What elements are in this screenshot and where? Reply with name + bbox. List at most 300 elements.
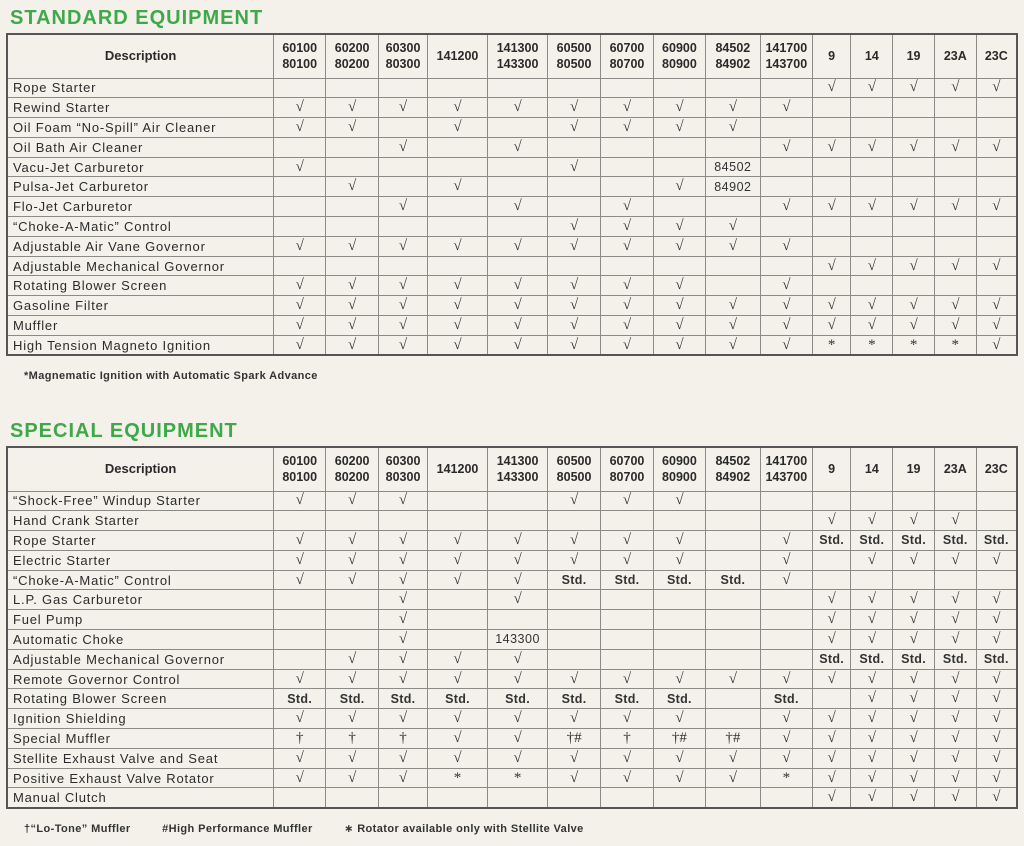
table-cell: √ xyxy=(274,669,326,689)
table-cell: √ xyxy=(653,491,705,511)
table-cell xyxy=(705,78,760,98)
model-number: 80300 xyxy=(385,57,421,72)
table-cell: √ xyxy=(488,570,548,590)
model-number: 141700 xyxy=(765,41,808,56)
table-cell: √ xyxy=(812,511,851,531)
table-cell xyxy=(812,570,851,590)
table-cell xyxy=(548,78,601,98)
model-number: 143700 xyxy=(765,57,808,72)
table-cell: Std. xyxy=(601,689,654,709)
table-row xyxy=(7,98,1017,118)
table-cell: * xyxy=(488,768,548,788)
table-cell xyxy=(705,709,760,729)
table-cell xyxy=(760,649,812,669)
table-cell: √ xyxy=(548,550,601,570)
model-column-header xyxy=(893,447,935,491)
table-cell: √ xyxy=(548,236,601,256)
table-cell: √ xyxy=(326,649,379,669)
row-label: Fuel Pump xyxy=(7,610,274,630)
model-number: 23A xyxy=(943,49,967,64)
model-column-header xyxy=(427,447,487,491)
table-cell: √ xyxy=(274,335,326,355)
table-cell: √ xyxy=(488,316,548,336)
table-cell xyxy=(976,491,1017,511)
table-cell: √ xyxy=(760,197,812,217)
table-cell: √ xyxy=(705,335,760,355)
row-label: Ignition Shielding xyxy=(7,709,274,729)
model-column-header xyxy=(760,34,812,78)
table-cell: Std. xyxy=(705,570,760,590)
table-cell: √ xyxy=(893,788,935,808)
table-cell xyxy=(548,590,601,610)
table-cell: √ xyxy=(488,748,548,768)
table-cell: √ xyxy=(812,296,851,316)
table-cell xyxy=(274,177,326,197)
table-cell: √ xyxy=(601,709,654,729)
table-cell xyxy=(274,649,326,669)
table-cell: √ xyxy=(548,157,601,177)
table-cell xyxy=(893,118,935,138)
table-cell: √ xyxy=(326,316,379,336)
table-cell: 143300 xyxy=(488,630,548,650)
table-cell: √ xyxy=(326,491,379,511)
row-label: Adjustable Air Vane Governor xyxy=(7,236,274,256)
table-cell: √ xyxy=(976,78,1017,98)
standard-footnote: *Magnematic Ignition with Automatic Spark Advance xyxy=(24,370,318,382)
table-cell: √ xyxy=(705,217,760,237)
table-cell: √ xyxy=(705,748,760,768)
table-cell: √ xyxy=(760,236,812,256)
table-cell xyxy=(653,157,705,177)
model-column-header xyxy=(760,447,812,491)
table-cell: * xyxy=(893,335,935,355)
table-cell xyxy=(812,217,851,237)
table-cell xyxy=(705,256,760,276)
table-cell xyxy=(488,788,548,808)
description-header: Description xyxy=(7,34,274,78)
model-number: 60100 xyxy=(282,454,318,469)
table-cell: √ xyxy=(601,768,654,788)
table-cell: Std. xyxy=(760,689,812,709)
table-cell: √ xyxy=(548,669,601,689)
table-row xyxy=(7,570,1017,590)
model-number: 23C xyxy=(984,49,1008,64)
table-cell xyxy=(601,649,654,669)
table-cell: √ xyxy=(812,748,851,768)
table-cell xyxy=(488,177,548,197)
table-cell: √ xyxy=(760,98,812,118)
model-number: 60700 xyxy=(609,454,645,469)
table-cell: √ xyxy=(851,768,893,788)
model-number: 143300 xyxy=(496,470,539,485)
table-cell xyxy=(379,157,428,177)
table-cell xyxy=(760,78,812,98)
table-cell xyxy=(274,590,326,610)
table-cell: √ xyxy=(934,590,976,610)
table-cell: √ xyxy=(851,788,893,808)
table-cell: √ xyxy=(893,709,935,729)
table-cell xyxy=(326,157,379,177)
table-cell: √ xyxy=(274,98,326,118)
table-cell: √ xyxy=(976,590,1017,610)
table-cell: √ xyxy=(326,570,379,590)
table-cell: Std. xyxy=(427,689,487,709)
table-row xyxy=(7,236,1017,256)
table-cell xyxy=(705,788,760,808)
table-cell xyxy=(601,788,654,808)
table-cell: √ xyxy=(601,531,654,551)
table-cell xyxy=(427,788,487,808)
table-cell: √ xyxy=(548,748,601,768)
table-cell: √ xyxy=(379,276,428,296)
model-column-header xyxy=(488,34,548,78)
table-cell: √ xyxy=(379,748,428,768)
table-cell: √ xyxy=(893,669,935,689)
table-cell: √ xyxy=(274,531,326,551)
table-cell: √ xyxy=(488,236,548,256)
table-cell: Std. xyxy=(812,649,851,669)
table-cell xyxy=(274,256,326,276)
table-cell: † xyxy=(326,729,379,749)
table-cell: √ xyxy=(379,491,428,511)
model-number: 84502 xyxy=(715,454,751,469)
table-cell: √ xyxy=(934,316,976,336)
table-cell xyxy=(379,256,428,276)
table-cell xyxy=(760,630,812,650)
table-cell xyxy=(427,610,487,630)
table-cell: √ xyxy=(934,689,976,709)
table-cell: √ xyxy=(851,630,893,650)
table-cell xyxy=(976,511,1017,531)
header-row xyxy=(7,447,1017,491)
row-label: Automatic Choke xyxy=(7,630,274,650)
table-row xyxy=(7,590,1017,610)
table-cell: √ xyxy=(601,491,654,511)
table-cell xyxy=(379,177,428,197)
table-cell: √ xyxy=(653,669,705,689)
table-cell: √ xyxy=(812,316,851,336)
table-cell: √ xyxy=(851,689,893,709)
model-number: 80700 xyxy=(609,57,645,72)
table-cell xyxy=(379,511,428,531)
table-cell: √ xyxy=(326,236,379,256)
table-cell: √ xyxy=(548,335,601,355)
table-cell: √ xyxy=(427,550,487,570)
table-cell: √ xyxy=(379,630,428,650)
model-column-header xyxy=(601,447,654,491)
table-cell xyxy=(601,590,654,610)
footnote-high-performance: #High Performance Muffler xyxy=(162,823,313,835)
table-cell: √ xyxy=(326,98,379,118)
model-number: 60200 xyxy=(334,41,370,56)
row-label: “Choke-A-Matic” Control xyxy=(7,570,274,590)
table-cell xyxy=(601,137,654,157)
table-cell: √ xyxy=(488,709,548,729)
table-cell: √ xyxy=(653,217,705,237)
model-number: 14 xyxy=(864,462,879,477)
table-cell xyxy=(934,157,976,177)
table-cell: † xyxy=(379,729,428,749)
model-number: 60500 xyxy=(556,454,592,469)
table-cell: √ xyxy=(326,748,379,768)
table-cell xyxy=(548,197,601,217)
table-row xyxy=(7,748,1017,768)
table-cell: √ xyxy=(601,236,654,256)
table-cell xyxy=(976,177,1017,197)
table-cell: √ xyxy=(653,709,705,729)
footnote-lo-tone: †“Lo-Tone” Muffler xyxy=(24,823,131,835)
table-cell xyxy=(934,236,976,256)
table-cell xyxy=(601,610,654,630)
model-column-header xyxy=(427,34,487,78)
table-cell: √ xyxy=(427,531,487,551)
table-cell: √ xyxy=(893,689,935,709)
table-cell: √ xyxy=(893,296,935,316)
table-cell: √ xyxy=(976,768,1017,788)
table-cell: Std. xyxy=(488,689,548,709)
row-label: Stellite Exhaust Valve and Seat xyxy=(7,748,274,768)
table-cell: √ xyxy=(488,531,548,551)
table-cell: √ xyxy=(379,610,428,630)
table-cell: √ xyxy=(548,296,601,316)
table-cell: Std. xyxy=(851,531,893,551)
table-cell: √ xyxy=(812,788,851,808)
special-footnotes xyxy=(24,822,612,835)
table-cell xyxy=(934,491,976,511)
table-cell xyxy=(653,788,705,808)
table-cell: √ xyxy=(705,768,760,788)
table-cell: √ xyxy=(705,669,760,689)
table-row xyxy=(7,335,1017,355)
table-cell: √ xyxy=(548,768,601,788)
table-cell: √ xyxy=(379,768,428,788)
table-cell xyxy=(427,491,487,511)
table-cell xyxy=(326,78,379,98)
table-cell: √ xyxy=(326,768,379,788)
table-cell xyxy=(601,511,654,531)
table-cell xyxy=(274,630,326,650)
table-cell: √ xyxy=(427,236,487,256)
row-label: “Shock-Free” Windup Starter xyxy=(7,491,274,511)
table-cell xyxy=(427,137,487,157)
table-cell: Std. xyxy=(548,689,601,709)
table-cell: √ xyxy=(976,748,1017,768)
table-cell: √ xyxy=(488,98,548,118)
table-cell: √ xyxy=(379,316,428,336)
table-cell: Std. xyxy=(976,649,1017,669)
table-cell: √ xyxy=(653,118,705,138)
table-cell xyxy=(893,491,935,511)
table-cell: √ xyxy=(379,236,428,256)
table-cell: √ xyxy=(379,335,428,355)
table-cell: √ xyxy=(653,550,705,570)
table-cell: √ xyxy=(653,748,705,768)
table-cell xyxy=(427,256,487,276)
table-cell xyxy=(379,118,428,138)
table-cell: √ xyxy=(488,137,548,157)
table-cell: √ xyxy=(705,98,760,118)
table-cell xyxy=(976,98,1017,118)
row-label: Hand Crank Starter xyxy=(7,511,274,531)
table-cell xyxy=(601,177,654,197)
table-cell: √ xyxy=(851,511,893,531)
table-cell xyxy=(274,78,326,98)
model-number: 143300 xyxy=(496,57,539,72)
table-cell: √ xyxy=(976,788,1017,808)
table-cell: √ xyxy=(760,137,812,157)
table-cell: Std. xyxy=(851,649,893,669)
table-cell xyxy=(548,256,601,276)
table-cell: √ xyxy=(274,491,326,511)
model-number: 80900 xyxy=(662,470,697,485)
table-cell: √ xyxy=(427,729,487,749)
table-row xyxy=(7,137,1017,157)
table-cell xyxy=(934,118,976,138)
model-column-header xyxy=(601,34,654,78)
table-cell xyxy=(326,590,379,610)
table-cell: √ xyxy=(705,118,760,138)
table-cell xyxy=(326,137,379,157)
table-cell xyxy=(812,689,851,709)
table-cell: √ xyxy=(812,768,851,788)
table-cell: √ xyxy=(976,335,1017,355)
table-cell: 84502 xyxy=(705,157,760,177)
table-cell xyxy=(812,550,851,570)
table-cell xyxy=(548,511,601,531)
model-number: 80300 xyxy=(385,470,421,485)
table-cell xyxy=(812,157,851,177)
table-cell: √ xyxy=(379,197,428,217)
table-cell xyxy=(934,177,976,197)
model-column-header xyxy=(274,34,326,78)
model-number: 80500 xyxy=(556,57,592,72)
table-cell: √ xyxy=(893,590,935,610)
table-cell xyxy=(653,256,705,276)
model-number: 23A xyxy=(943,462,967,477)
table-cell xyxy=(274,511,326,531)
table-cell: √ xyxy=(326,531,379,551)
model-column-header xyxy=(548,34,601,78)
table-cell: √ xyxy=(653,276,705,296)
table-cell xyxy=(427,217,487,237)
table-cell xyxy=(427,197,487,217)
footnote-rotator: ∗ Rotator available only with Stellite Valve xyxy=(344,823,584,835)
table-cell xyxy=(488,217,548,237)
table-cell: √ xyxy=(274,236,326,256)
table-cell: √ xyxy=(379,570,428,590)
model-column-header xyxy=(812,447,851,491)
model-number: 84902 xyxy=(715,470,751,485)
table-cell: √ xyxy=(427,276,487,296)
table-cell xyxy=(812,177,851,197)
table-cell: √ xyxy=(274,296,326,316)
table-cell: * xyxy=(934,335,976,355)
special-equipment-title: SPECIAL EQUIPMENT xyxy=(10,420,238,442)
table-row xyxy=(7,276,1017,296)
table-cell xyxy=(893,236,935,256)
table-cell: √ xyxy=(760,550,812,570)
table-cell: √ xyxy=(653,177,705,197)
table-row xyxy=(7,768,1017,788)
table-cell: †# xyxy=(705,729,760,749)
table-cell xyxy=(893,276,935,296)
table-cell: √ xyxy=(934,550,976,570)
model-column-header xyxy=(653,447,705,491)
header-row xyxy=(7,34,1017,78)
table-row xyxy=(7,316,1017,336)
table-cell: √ xyxy=(601,550,654,570)
row-label: Manual Clutch xyxy=(7,788,274,808)
table-cell xyxy=(851,217,893,237)
table-cell: √ xyxy=(653,531,705,551)
table-cell: Std. xyxy=(653,689,705,709)
table-cell xyxy=(326,197,379,217)
table-cell xyxy=(705,197,760,217)
table-cell xyxy=(653,137,705,157)
table-cell xyxy=(893,157,935,177)
table-cell xyxy=(488,491,548,511)
table-cell xyxy=(812,491,851,511)
table-cell: 84902 xyxy=(705,177,760,197)
row-label: Adjustable Mechanical Governor xyxy=(7,649,274,669)
table-cell: √ xyxy=(851,729,893,749)
table-cell: Std. xyxy=(934,531,976,551)
table-cell: √ xyxy=(705,236,760,256)
table-cell: √ xyxy=(934,709,976,729)
model-column-header xyxy=(851,447,893,491)
table-cell: √ xyxy=(934,610,976,630)
table-row xyxy=(7,197,1017,217)
table-cell: √ xyxy=(427,98,487,118)
table-cell xyxy=(427,78,487,98)
table-cell xyxy=(812,276,851,296)
table-cell: √ xyxy=(326,550,379,570)
model-column-header xyxy=(976,447,1017,491)
description-header: Description xyxy=(7,447,274,491)
table-cell xyxy=(760,157,812,177)
table-cell: √ xyxy=(601,669,654,689)
table-cell xyxy=(760,256,812,276)
row-label: Rewind Starter xyxy=(7,98,274,118)
table-cell xyxy=(893,570,935,590)
table-row xyxy=(7,630,1017,650)
table-cell: √ xyxy=(274,550,326,570)
table-cell: √ xyxy=(274,316,326,336)
table-cell xyxy=(653,511,705,531)
model-number: 9 xyxy=(828,49,836,64)
table-cell: √ xyxy=(976,256,1017,276)
table-cell: √ xyxy=(427,709,487,729)
table-cell: √ xyxy=(379,98,428,118)
table-row xyxy=(7,256,1017,276)
table-cell: † xyxy=(274,729,326,749)
table-cell: √ xyxy=(976,630,1017,650)
table-cell xyxy=(488,256,548,276)
table-cell xyxy=(326,256,379,276)
row-label: Remote Governor Control xyxy=(7,669,274,689)
row-label: Rope Starter xyxy=(7,78,274,98)
model-number: 80100 xyxy=(282,57,318,72)
table-cell xyxy=(488,157,548,177)
table-cell: √ xyxy=(976,689,1017,709)
model-number: 141300 xyxy=(496,454,539,469)
table-cell: √ xyxy=(976,610,1017,630)
table-row xyxy=(7,788,1017,808)
table-cell xyxy=(379,78,428,98)
table-cell: Std. xyxy=(274,689,326,709)
table-cell: √ xyxy=(548,491,601,511)
table-cell xyxy=(705,630,760,650)
